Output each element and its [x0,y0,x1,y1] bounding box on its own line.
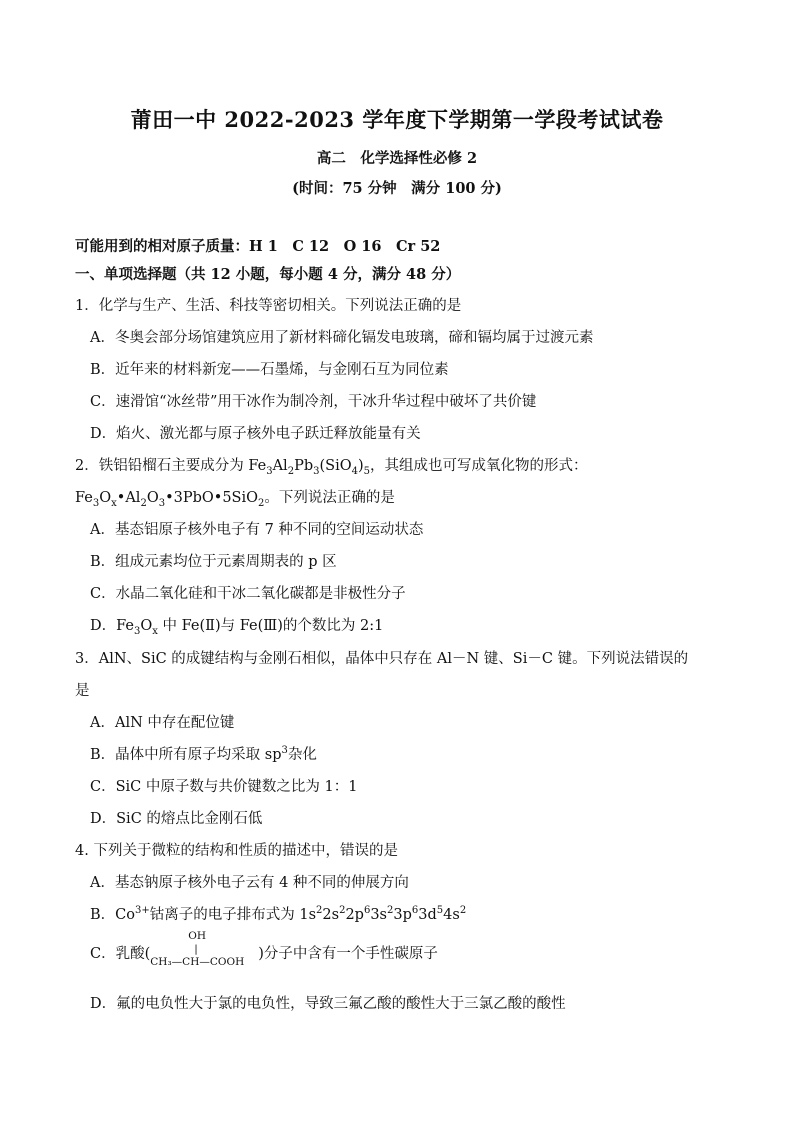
q4-option-b-mid: 钴离子的电子排布式为 [149,907,300,923]
q4-stem: 4. 下列关于微粒的结构和性质的描述中，错误的是 [75,843,398,859]
q3-option-c: C．SiC 中原子数与共价键数之比为 1：1 [90,779,358,795]
q2-stem-suffix: ，其组成也可写成氧化物的形式： [370,458,588,474]
q3-option-a: A．AlN 中存在配位键 [90,715,235,731]
exam-subtitle: 高二 化学选择性必修 2 [316,150,478,167]
q1-option-b: B．近年来的材料新宠——石墨烯，与金刚石互为同位素 [90,362,449,378]
q2-stem-prefix: 2．铁铝铅榴石主要成分为 [75,458,249,474]
q3-option-b: B．晶体中所有原子均采取 $sp^3$杂化 [90,745,317,763]
q2-option-d-suffix: 中 Fe(Ⅱ)与 Fe(Ⅲ)的个数比为 2:1 [157,618,384,634]
q2-stem-line2 [75,486,395,509]
q4-option-c-suffix: )分子中含有一个手性碳原子 [258,946,438,962]
q2-stem2-suffix: 。下列说法正确的是 [264,490,395,506]
lactic-acid-structure [150,930,258,972]
exam-title: 莆田一中 2022-2023 学年度下学期第一学段考试试卷 [130,107,664,132]
q4-option-c-prefix: C．乳酸( [90,946,151,962]
q1-option-d: D．焰火、激光都与原子核外电子跃迁释放能量有关 [90,426,421,442]
q2-option-a: A．基态铝原子核外电子有 7 种不同的空间运动状态 [90,522,424,538]
q1-option-a: A．冬奥会部分场馆建筑应用了新材料碲化镉发电玻璃，碲和镉均属于过渡元素 [90,330,594,346]
lactic-chain: CH₃—CH—COOH [150,956,245,968]
q3-option-b-prefix: B．晶体中所有原子均采取 sp [90,747,282,763]
q3-stem-cont: 是 [75,683,90,699]
q1-option-c: C．速滑馆“冰丝带”用干冰作为制冷剂，干冰升华过程中破坏了共价键 [90,394,537,410]
q3-option-d: D．SiC 的熔点比金刚石低 [90,811,263,827]
q3-option-b-suffix: 杂化 [287,747,317,763]
q2-option-d-formula: $Fe_3O_x$ [116,618,158,637]
q3-stem: 3．AlN、SiC 的成键结构与金刚石相似，晶体中只存在 Al－N 键、Si－C 键。下列说法错误的 [75,651,689,667]
q2-option-d [90,614,383,637]
q4-option-a: A．基态钠原子核外电子云有 4 种不同的伸展方向 [90,875,409,891]
q2-option-d-prefix: D． [90,618,117,634]
q2-formula-1: $Fe_3Al_2Pb_3(SiO_4)_5$ [248,458,371,477]
q4-electron-config: $1s^22s^22p^63s^23p^63d^54s^2$ [299,905,467,923]
q1-stem: 1．化学与生产、生活、科技等密切相关。下列说法正确的是 [75,298,462,314]
q2-formula-2: $Fe_3O_x•Al_2O_3•3PbO•5SiO_2$ [75,490,265,509]
lactic-bond: | [194,943,198,955]
q2-option-b: B．组成元素均位于元素周期表的 p 区 [90,554,337,570]
section-heading: 一、单项选择题（共 12 小题，每小题 4 分，满分 48 分） [75,266,461,283]
q4-option-b-prefix: B．Co [90,907,135,923]
q4-option-d: D．氟的电负性大于氯的电负性，导致三氟乙酸的酸性大于三氯乙酸的酸性 [90,996,566,1012]
q2-stem [75,454,588,477]
exam-time: (时间：75 分钟 满分 100 分) [292,180,502,197]
q2-option-c: C．水晶二氧化硅和干冰二氧化碳都是非极性分子 [90,586,406,602]
q4-option-c [90,930,438,972]
q4-option-b: B．$Co^{3+}$钴离子的电子排布式为 $1s^22s^22p^63s^23p^63d^54s^2$ [90,905,467,923]
lactic-oh-label: OH [188,930,207,942]
atomic-masses: 可能用到的相对原子质量：H 1 C 12 O 16 Cr 52 [75,238,441,255]
